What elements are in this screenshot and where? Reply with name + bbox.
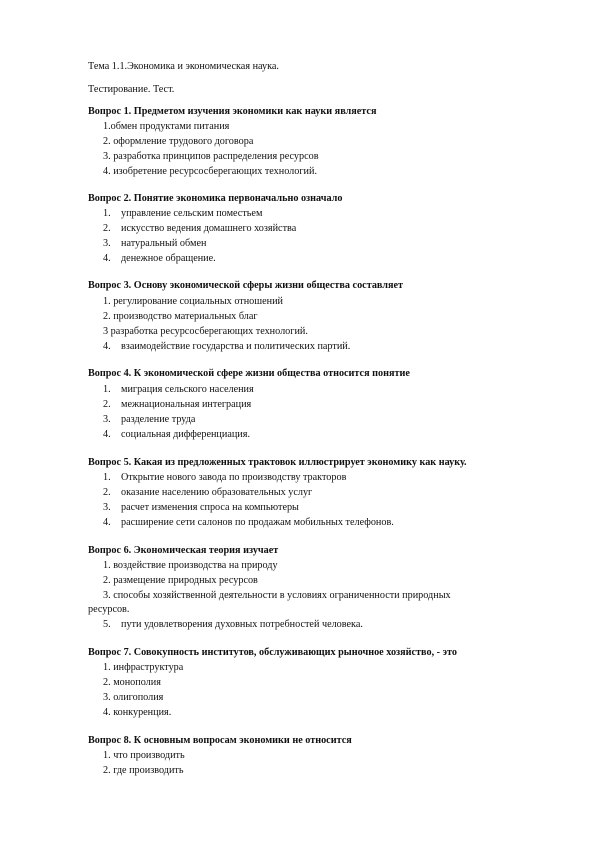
question-2-option-4: денежное обращение. (121, 253, 216, 264)
question-5-option-3-number: 3. (103, 502, 111, 513)
question-8-option-1: 1. что производить (103, 750, 185, 761)
question-6-option-3-continued: ресурсов. (88, 604, 130, 615)
question-5-option-1: Открытие нового завода по производству тракторов (121, 472, 347, 483)
question-6-option-1: 1. воздействие производства на природу (103, 560, 278, 571)
question-5-option-4: расширение сети салонов по продажам мобильных телефонов. (121, 517, 394, 528)
question-1-option-2: 2. оформление трудового договора (103, 136, 254, 147)
question-5-option-3: расчет изменения спроса на компьютеры (121, 502, 299, 513)
question-2-option-1: управление сельским поместьем (121, 208, 263, 219)
question-1-option-4: 4. изобретение ресурсосберегающих технологий. (103, 166, 317, 177)
question-1-option-3: 3. разработка принципов распределения ресурсов (103, 151, 319, 162)
question-2-option-4-number: 4. (103, 253, 111, 264)
question-5-option-2-number: 2. (103, 487, 111, 498)
question-3-title: Вопрос 3. Основу экономической сферы жизни общества составляет (88, 280, 404, 291)
question-2-option-3: натуральный обмен (121, 238, 207, 249)
question-6-option-5-number: 5. (103, 619, 111, 630)
question-6-option-3: 3. способы хозяйственной деятельности в условиях ограниченности природных (103, 590, 451, 601)
document-subtitle: Тестирование. Тест. (88, 84, 175, 95)
question-5-title: Вопрос 5. Какая из предложенных трактовок иллюстрирует экономику как науку. (88, 457, 467, 468)
question-6-title: Вопрос 6. Экономическая теория изучает (88, 545, 279, 556)
question-5-option-1-number: 1. (103, 472, 111, 483)
question-3-option-1: 1. регулирование социальных отношений (103, 296, 283, 307)
question-4-option-4-number: 4. (103, 429, 111, 440)
question-3-option-3: 3 разработка ресурсосберегающих технологий. (103, 326, 308, 337)
question-3-option-4: взаимодействие государства и политических партий. (121, 341, 351, 352)
question-2-option-2: искусство ведения домашнего хозяйства (121, 223, 297, 234)
question-2-option-3-number: 3. (103, 238, 111, 249)
question-8-option-2: 2. где производить (103, 765, 184, 776)
question-4-option-4: социальная дифференциация. (121, 429, 250, 440)
question-6-option-5: пути удовлетворения духовных потребностей человека. (121, 619, 363, 630)
topic-heading: Тема 1.1.Экономика и экономическая наука. (88, 61, 279, 72)
question-7-option-1: 1. инфраструктура (103, 662, 184, 673)
question-4-title: Вопрос 4. К экономической сфере жизни общества относится понятие (88, 368, 410, 379)
question-4-option-3-number: 3. (103, 414, 111, 425)
question-4-option-1-number: 1. (103, 384, 111, 395)
question-1-option-1: 1.обмен продуктами питания (103, 121, 230, 132)
question-2-title: Вопрос 2. Понятие экономика первоначально означало (88, 193, 343, 204)
question-1-title: Вопрос 1. Предметом изучения экономики как науки является (88, 106, 377, 117)
question-6-option-2: 2. размещение природных ресурсов (103, 575, 258, 586)
question-7-title: Вопрос 7. Совокупность институтов, обслуживающих рыночное хозяйство, - это (88, 647, 457, 658)
question-2-option-1-number: 1. (103, 208, 111, 219)
question-8-title: Вопрос 8. К основным вопросам экономики не относится (88, 735, 352, 746)
question-7-option-3: 3. олигополия (103, 692, 164, 703)
question-4-option-2: межнациональная интеграция (121, 399, 252, 410)
question-7-option-2: 2. монополия (103, 677, 161, 688)
question-4-option-1: миграция сельского населения (121, 384, 254, 395)
question-3-option-4-number: 4. (103, 341, 111, 352)
question-5-option-4-number: 4. (103, 517, 111, 528)
question-7-option-4: 4. конкуренция. (103, 707, 172, 718)
question-3-option-2: 2. производство материальных благ (103, 311, 258, 322)
question-5-option-2: оказание населению образовательных услуг (121, 487, 313, 498)
question-4-option-2-number: 2. (103, 399, 111, 410)
question-4-option-3: разделение труда (121, 414, 196, 425)
question-2-option-2-number: 2. (103, 223, 111, 234)
